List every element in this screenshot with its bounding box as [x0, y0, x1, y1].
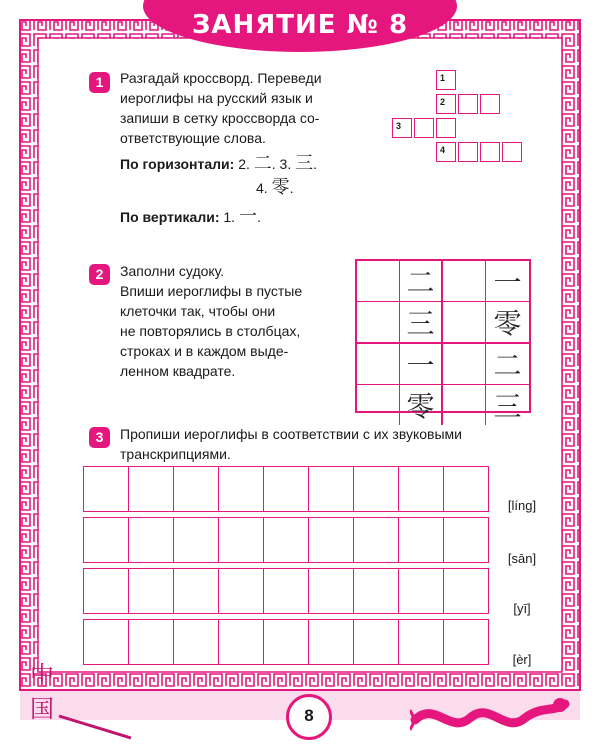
crossword-cell[interactable] — [458, 142, 478, 162]
ex2-line: Заполни судоку. — [120, 263, 225, 279]
writing-row[interactable] — [83, 466, 489, 512]
crossword-cell[interactable] — [458, 94, 478, 114]
exercise-1-instructions — [120, 68, 346, 148]
hanzi-yi: 一 — [238, 206, 257, 227]
crossword-cell[interactable] — [392, 118, 412, 138]
crossword-cell[interactable] — [502, 142, 522, 162]
across-clues — [120, 154, 380, 174]
corner-char: 中 — [30, 661, 54, 689]
clue-punct: . — [313, 156, 318, 172]
sudoku-cell: 一 — [486, 261, 529, 302]
sudoku-cell[interactable] — [443, 385, 486, 425]
ex2-line: строках и в каждом выде- — [120, 343, 289, 359]
clue-number: 4. — [256, 180, 268, 196]
sudoku-cell[interactable] — [357, 261, 400, 302]
ex3-line: транскрипциями. — [120, 446, 231, 462]
pinyin-label: [yī] — [513, 601, 531, 616]
brush-icon — [55, 712, 135, 742]
pinyin-label: [èr] — [512, 652, 532, 667]
clue-punct: . — [256, 209, 261, 225]
sudoku-cell: 二 — [486, 344, 529, 385]
corner-char: 国 — [30, 695, 54, 723]
crossword-cell[interactable] — [414, 118, 434, 138]
exercise-3-instructions — [120, 424, 535, 464]
clue-number: . 3. — [271, 156, 292, 172]
lesson-title: ЗАНЯТИЕ № 8 — [191, 10, 409, 40]
sudoku-cell[interactable] — [443, 261, 486, 302]
sudoku-cell[interactable] — [357, 302, 400, 344]
sudoku-cell[interactable] — [443, 302, 486, 344]
crossword-number: 3 — [396, 121, 402, 131]
crossword-cell[interactable] — [436, 94, 456, 114]
sudoku-cell: 零 — [486, 302, 529, 344]
sudoku-cell: 三 — [400, 302, 443, 344]
exercise-2-badge: 2 — [89, 264, 110, 285]
down-clues — [120, 207, 360, 227]
clue-punct: . — [289, 180, 294, 196]
down-label: По вертикали: — [120, 209, 220, 225]
page-number: 8 — [304, 706, 314, 725]
writing-row[interactable] — [83, 517, 489, 563]
ex2-line: ленном квадрате. — [120, 363, 236, 379]
sudoku-cell[interactable] — [357, 385, 400, 425]
across-clue-4 — [256, 178, 356, 198]
crossword-number: 4 — [440, 145, 446, 155]
ex1-line: запиши в сетку кроссворда со- — [120, 110, 320, 126]
clue-number: 1. — [223, 209, 236, 225]
sudoku-cell: 零 — [400, 385, 443, 425]
writing-row[interactable] — [83, 619, 489, 665]
hanzi-san: 三 — [295, 153, 314, 174]
clue-number: 2. — [238, 156, 250, 172]
ex2-line: не повторялись в столбцах, — [120, 323, 301, 339]
crossword-cell[interactable] — [436, 70, 456, 90]
ex2-line: Впиши иероглифы в пустые — [120, 283, 303, 299]
exercise-2-instructions — [120, 261, 332, 381]
crossword-number: 2 — [440, 97, 446, 107]
hanzi-er: 二 — [253, 153, 272, 174]
exercise-3-badge: 3 — [89, 427, 110, 448]
ex1-line: Разгадай кроссворд. Переведи — [120, 70, 322, 86]
ex3-line: Пропиши иероглифы в соответствии с их звуковыми — [120, 426, 462, 442]
crossword-cell[interactable] — [480, 94, 500, 114]
sudoku-cell[interactable] — [357, 344, 400, 385]
crossword-cell[interactable] — [436, 142, 456, 162]
crossword-number: 1 — [440, 73, 446, 83]
ex1-line: ответствующие слова. — [120, 130, 266, 146]
writing-row[interactable] — [83, 568, 489, 614]
crossword-cell[interactable] — [436, 118, 456, 138]
exercise-1-badge: 1 — [89, 72, 110, 93]
ex2-line: клеточки так, чтобы они — [120, 303, 276, 319]
hanzi-ling: 零 — [271, 177, 290, 198]
pinyin-label: [sān] — [507, 551, 537, 566]
ex1-line: иероглифы на русский язык и — [120, 90, 313, 106]
across-label: По горизонтали: — [120, 156, 235, 172]
sudoku-cell[interactable] — [443, 344, 486, 385]
sudoku-cell: 三 — [493, 390, 522, 423]
sudoku-cell: 一 — [400, 344, 443, 385]
sudoku-cell: 二 — [400, 261, 443, 302]
dragon-icon — [410, 690, 570, 745]
sudoku-grid — [355, 259, 531, 423]
crossword-cell[interactable] — [480, 142, 500, 162]
pinyin-label: [líng] — [507, 498, 537, 513]
